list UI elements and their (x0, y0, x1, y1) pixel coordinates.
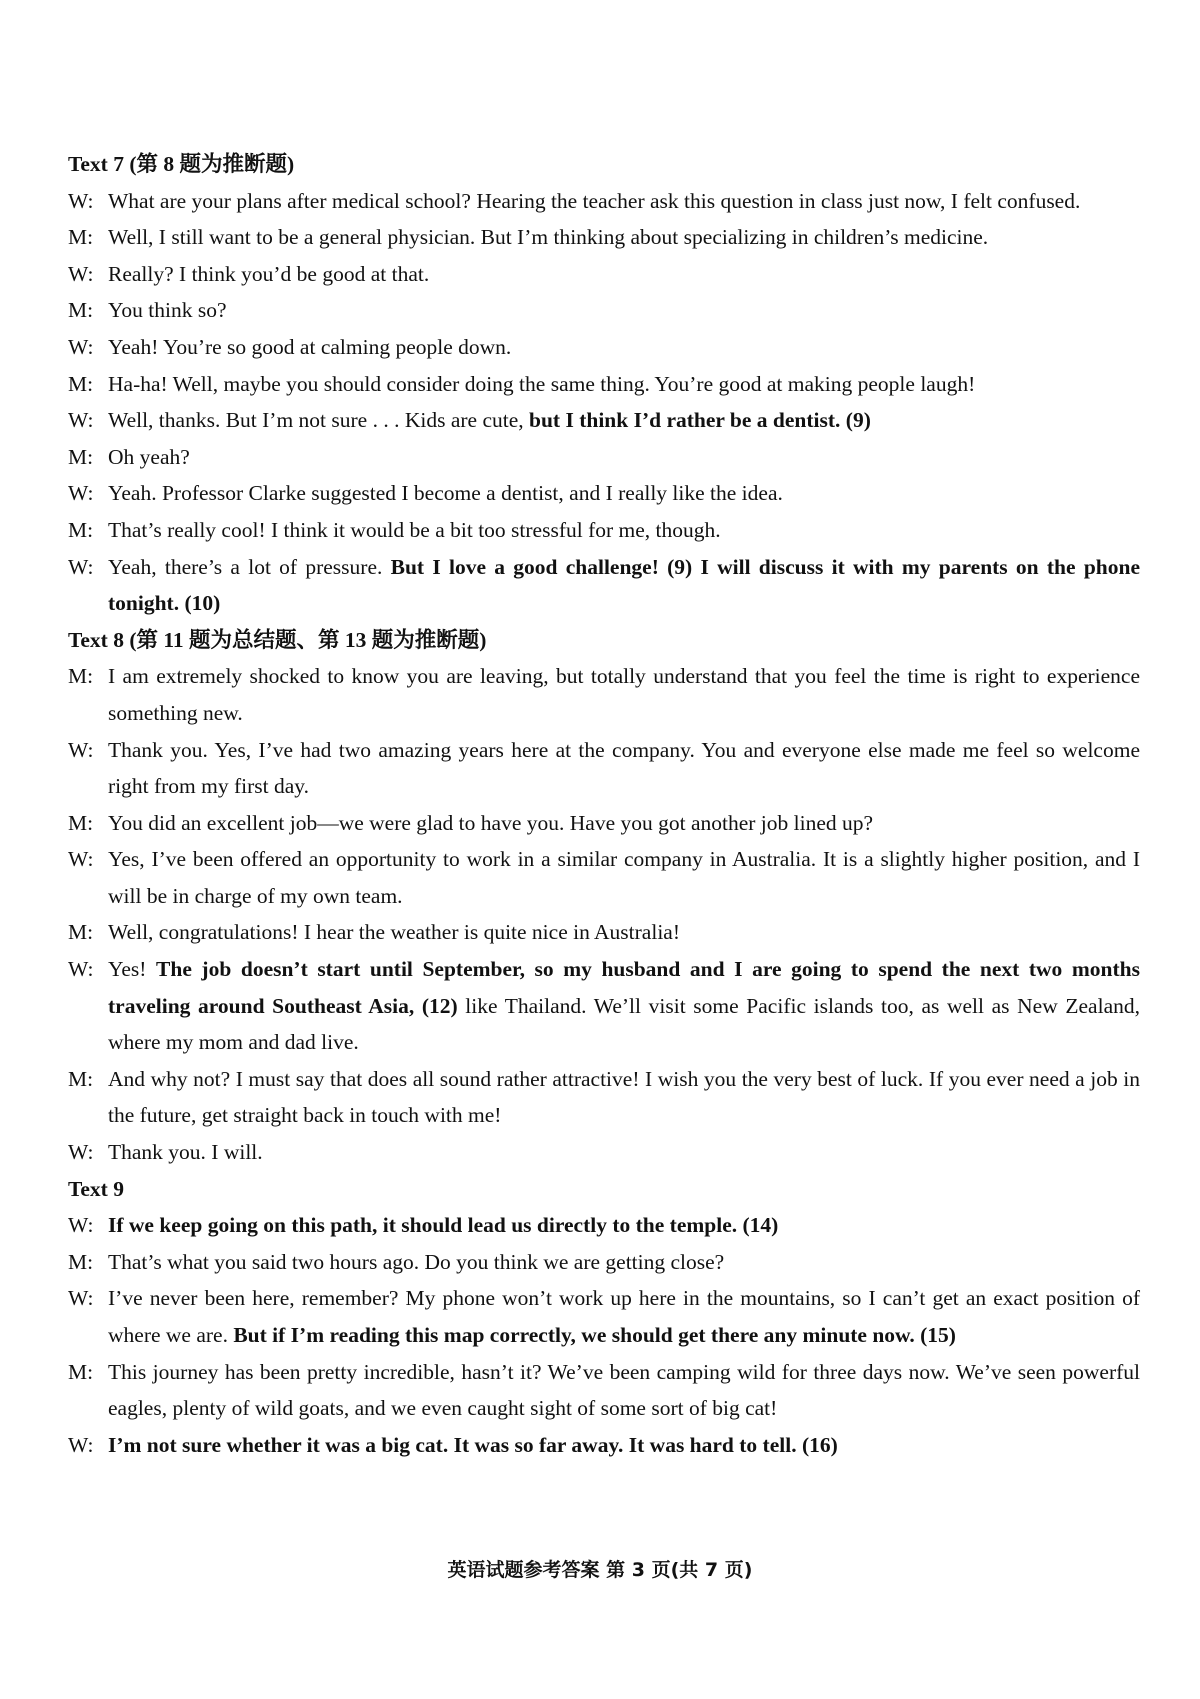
dialogue-text: Well, thanks. But I’m not sure . . . Kids are cute, (108, 408, 530, 433)
dialogue-text: Oh yeah? (108, 444, 190, 469)
dialogue-line (68, 805, 1140, 842)
speaker-label: M: (68, 1066, 94, 1091)
dialogue-line (68, 841, 1140, 914)
dialogue-line (68, 732, 1140, 805)
speaker-label: W: (68, 408, 94, 433)
dialogue-line (68, 914, 1140, 951)
dialogue-text: Yeah, there’s a lot of pressure. (108, 554, 391, 579)
speaker-label: M: (68, 444, 94, 469)
page-footer: 英语试题参考答案 第 3 页(共 7 页) (447, 1559, 753, 1581)
speaker-label: M: (68, 517, 94, 542)
speaker-label: W: (68, 737, 94, 762)
speaker-label: W: (68, 1140, 94, 1165)
dialogue-text: Yeah. Professor Clarke suggested I become a dentist, and I really like the idea. (108, 481, 783, 506)
dialogue-line (68, 512, 1140, 549)
speaker-label: W: (68, 1286, 94, 1311)
speaker-label: W: (68, 481, 94, 506)
dialogue-line (68, 1280, 1140, 1353)
dialogue-line (68, 658, 1140, 731)
speaker-label: M: (68, 371, 94, 396)
dialogue-text: That’s what you said two hours ago. Do you think we are getting close? (108, 1249, 725, 1274)
section-heading: Text 8 (第 11 题为总结题、第 13 题为推断题) (68, 627, 487, 652)
speaker-label: W: (68, 261, 94, 286)
dialogue-text: This journey has been pretty incredible, hasn’t it? We’ve been camping wild for three days now. We’ve seen powerful eagles, plenty of wild goats, and we even caught sight of some sort of big cat! (108, 1359, 1140, 1421)
dialogue-line (68, 1134, 1140, 1171)
speaker-label: M: (68, 1249, 94, 1274)
dialogue-line (68, 475, 1140, 512)
dialogue-text: Yes! (108, 957, 157, 982)
dialogue-line (68, 1427, 1140, 1464)
dialogue-line (68, 951, 1140, 1061)
speaker-label: M: (68, 225, 94, 250)
dialogue-text: That’s really cool! I think it would be a bit too stressful for me, though. (108, 517, 721, 542)
dialogue-line (68, 329, 1140, 366)
dialogue-text: I am extremely shocked to know you are leaving, but totally understand that you feel the time is right to experience something new. (108, 664, 1140, 725)
answer-evidence-text: The job doesn’t start until September, so my husband and I are going to spend the next two months traveling around Southeast Asia, (12) (108, 957, 1140, 1018)
dialogue-text: What are your plans after medical school? Hearing the teacher ask this question in class just now, I felt confused. (108, 188, 1081, 213)
speaker-label: M: (68, 298, 94, 323)
dialogue-line (68, 183, 1140, 220)
dialogue-line (68, 1207, 1140, 1244)
dialogue-text: Really? I think you’d be good at that. (108, 261, 430, 286)
speaker-label: M: (68, 664, 94, 689)
answer-evidence-text: but I think I’d rather be a dentist. (9) (529, 408, 871, 433)
answer-evidence-text: I’m not sure whether it was a big cat. It was so far away. It was hard to tell. (16) (108, 1432, 838, 1457)
dialogue-line (68, 256, 1140, 293)
dialogue-text: Well, I still want to be a general physician. But I’m thinking about specializing in children’s medicine. (108, 225, 989, 250)
speaker-label: W: (68, 334, 94, 359)
speaker-label: W: (68, 188, 94, 213)
dialogue-text: Thank you. I will. (108, 1140, 263, 1165)
speaker-label: M: (68, 810, 94, 835)
dialogue-text: You did an excellent job—we were glad to have you. Have you got another job lined up? (108, 810, 874, 835)
speaker-label: W: (68, 1432, 94, 1457)
dialogue-text: Ha-ha! Well, maybe you should consider doing the same thing. You’re good at making people laugh! (108, 371, 976, 396)
section-heading: Text 7 (第 8 题为推断题) (68, 152, 295, 176)
dialogue-line (68, 292, 1140, 329)
answer-document (68, 146, 1140, 1463)
dialogue-line (68, 219, 1140, 256)
speaker-label: M: (68, 1359, 94, 1384)
dialogue-text: like Thailand. We’ll visit some Pacific islands too, as well as New Zealand, where my mom and dad live. (108, 993, 1140, 1055)
answer-evidence-text: But I love a good challenge! (9) I will discuss it with my parents on the phone tonight. (10) (108, 554, 1140, 616)
dialogue-line (68, 1354, 1140, 1427)
dialogue-line (68, 366, 1140, 403)
dialogue-text: I’ve never been here, remember? My phone won’t work up here in the mountains, so I can’t get an exact position of where we are. (108, 1286, 1140, 1347)
dialogue-line (68, 1061, 1140, 1134)
dialogue-text: Yes, I’ve been offered an opportunity to work in a similar company in Australia. It is a slightly higher position, and I will be in charge of my own team. (108, 847, 1140, 908)
answer-evidence-text: If we keep going on this path, it should lead us directly to the temple. (14) (108, 1213, 779, 1238)
speaker-label: W: (68, 554, 94, 579)
speaker-label: W: (68, 1213, 94, 1238)
dialogue-line (68, 439, 1140, 476)
dialogue-text: Yeah! You’re so good at calming people down. (108, 334, 512, 359)
section-heading: Text 9 (68, 1176, 124, 1201)
dialogue-line (68, 1244, 1140, 1281)
speaker-label: W: (68, 957, 94, 982)
dialogue-text: Well, congratulations! I hear the weather is quite nice in Australia! (108, 920, 680, 945)
dialogue-text: And why not? I must say that does all sound rather attractive! I wish you the very best of luck. If you ever need a job in the future, get straight back in touch with me! (108, 1066, 1140, 1128)
answer-evidence-text: But if I’m reading this map correctly, we should get there any minute now. (15) (233, 1323, 956, 1347)
dialogue-text: Thank you. Yes, I’ve had two amazing years here at the company. You and everyone else made me feel so welcome right from my first day. (108, 737, 1140, 799)
speaker-label: W: (68, 847, 94, 872)
dialogue-text: You think so? (108, 298, 227, 323)
dialogue-line (68, 549, 1140, 622)
speaker-label: M: (68, 920, 94, 945)
dialogue-line (68, 402, 1140, 439)
